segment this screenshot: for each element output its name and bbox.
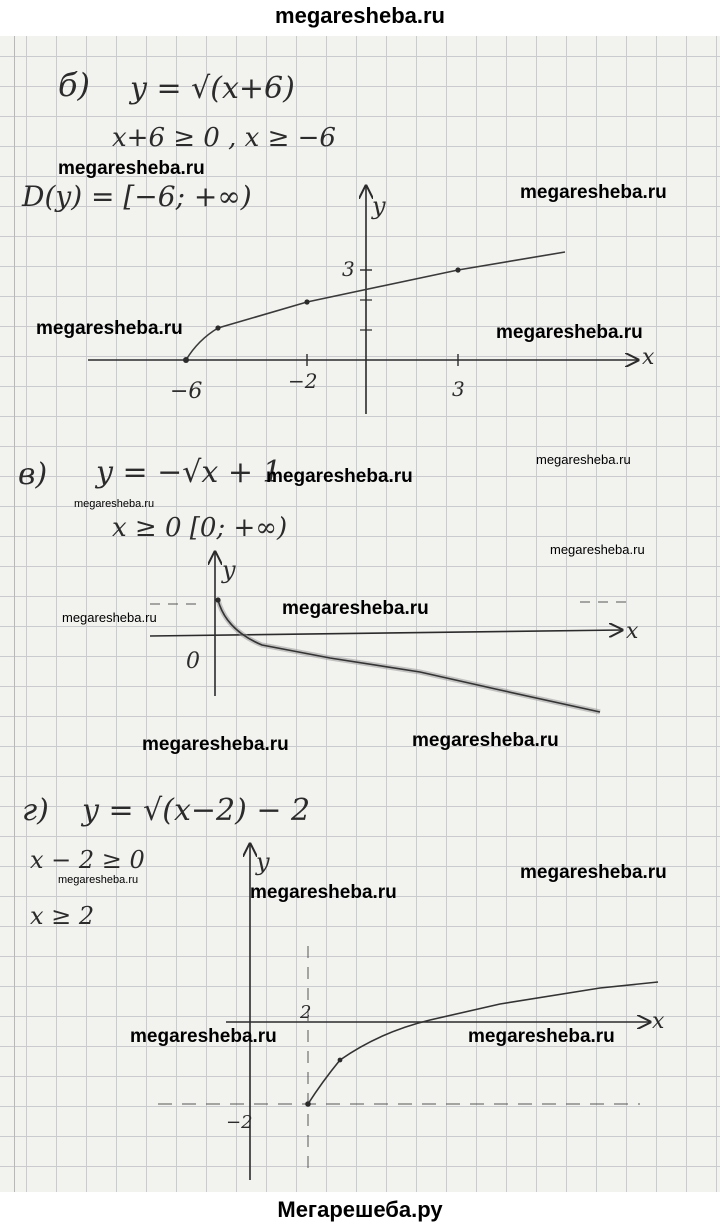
problem-b-label: б) xyxy=(58,66,91,104)
graph-g-label-x2: 2 xyxy=(300,1002,312,1023)
graph-v-x-label: x xyxy=(626,619,639,644)
graph-b-point xyxy=(304,299,309,304)
graph-b-point xyxy=(215,325,220,330)
watermark: megaresheba.ru xyxy=(266,466,413,487)
graph-b-point-start xyxy=(183,357,189,363)
watermark: megaresheba.ru xyxy=(550,542,645,557)
problem-v xyxy=(18,455,639,712)
watermark: megaresheba.ru xyxy=(282,598,429,619)
graph-v-x-axis xyxy=(150,630,622,636)
watermark: megaresheba.ru xyxy=(62,610,157,625)
watermark: megaresheba.ru xyxy=(58,158,205,179)
problem-b xyxy=(21,66,655,414)
graph-b-y-label: y xyxy=(372,192,386,220)
problem-b-equation: y = √(x+6) xyxy=(130,71,295,106)
graph-b-label-y3: 3 xyxy=(342,257,355,281)
graph-g-y-label: y xyxy=(256,848,270,876)
footer-site-name: Мегарешеба.ру xyxy=(277,1197,443,1222)
watermark: megaresheba.ru xyxy=(142,734,289,755)
watermark: megaresheba.ru xyxy=(36,318,183,339)
graph-b-label-neg2: −2 xyxy=(288,369,318,393)
watermark: megaresheba.ru xyxy=(250,882,397,903)
problem-g-condition-2: x ≥ 2 xyxy=(30,902,95,930)
watermark: megaresheba.ru xyxy=(520,182,667,203)
watermark: megaresheba.ru xyxy=(520,862,667,883)
watermark: megaresheba.ru xyxy=(496,322,643,343)
problem-v-condition: x ≥ 0 [0; +∞) xyxy=(112,513,288,543)
graph-b-label-neg6: −6 xyxy=(170,379,203,404)
graph-b-point xyxy=(455,267,460,272)
problem-g-label: г) xyxy=(22,793,49,828)
problem-g-equation: y = √(x−2) − 2 xyxy=(82,793,311,828)
problem-b-condition: x+6 ≥ 0 , x ≥ −6 xyxy=(112,123,336,153)
site-footer xyxy=(0,1192,720,1228)
problem-v-label: в) xyxy=(18,457,48,492)
watermark: megaresheba.ru xyxy=(468,1026,615,1047)
problem-g-condition-1: x − 2 ≥ 0 xyxy=(30,846,145,874)
problem-g xyxy=(22,793,665,1180)
graph-g-point-start xyxy=(305,1101,311,1107)
watermark: megaresheba.ru xyxy=(74,498,155,510)
problem-v-equation: y = −√x + 1 xyxy=(96,455,282,490)
watermark: megaresheba.ru xyxy=(412,730,559,751)
graph-v-origin-label: 0 xyxy=(186,649,200,674)
graph-v-point-start xyxy=(215,597,220,602)
graph-b-x-label: x xyxy=(642,345,655,370)
graph-g-point xyxy=(338,1058,343,1063)
watermark: megaresheba.ru xyxy=(58,874,139,886)
graph-g-x-label: x xyxy=(652,1009,665,1034)
graph-b-label-3: 3 xyxy=(452,377,465,401)
site-header xyxy=(0,0,720,36)
graph-v-y-label: y xyxy=(222,556,236,584)
problem-b-domain: D(y) = [−6; +∞) xyxy=(22,180,252,213)
watermark: megaresheba.ru xyxy=(536,452,631,467)
header-site-name: megaresheba.ru xyxy=(275,3,445,28)
watermark: megaresheba.ru xyxy=(130,1026,277,1047)
graph-g-label-yneg2: −2 xyxy=(226,1112,253,1133)
